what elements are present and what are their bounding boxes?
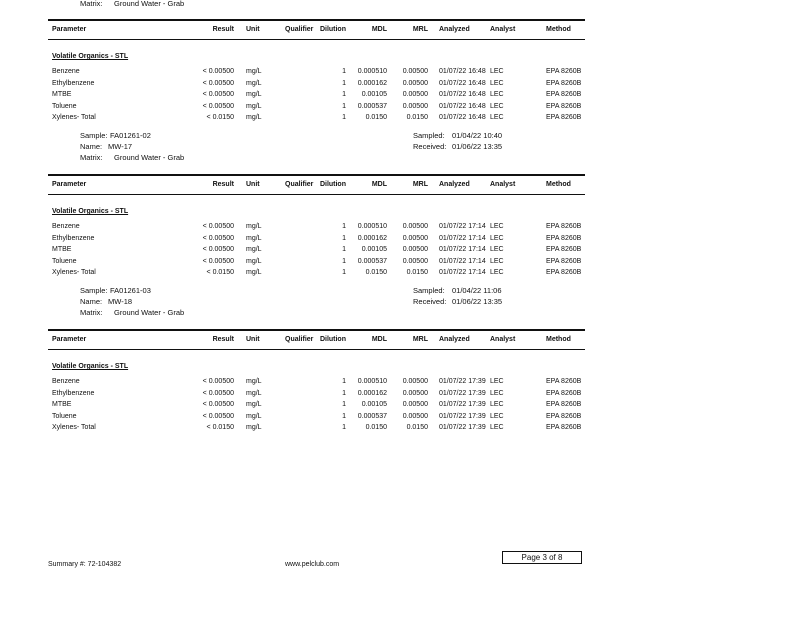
column-header-qualifier: Qualifier [285, 336, 314, 343]
cell-mdl: 0.0150 [365, 269, 387, 276]
cell-analyzed: 01/07/22 17:14 [439, 246, 486, 253]
cell-result: < 0.00500 [202, 389, 234, 397]
cell-mdl: 0.000510 [357, 378, 387, 385]
header-bottom-rule [48, 194, 585, 195]
cell-analyzed: 01/07/22 16:48 [439, 114, 486, 121]
cell-mdl: 0.000162 [357, 389, 387, 397]
cell-method: EPA 8260B [546, 401, 582, 408]
column-header-analyzed: Analyzed [439, 336, 470, 343]
cell-mdl: 0.00105 [361, 246, 387, 253]
cell-mdl: 0.000510 [357, 223, 387, 230]
cell-unit: mg/L [246, 246, 262, 253]
summary-number: Summary #: 72-104382 [48, 561, 122, 568]
cell-unit: mg/L [246, 223, 262, 230]
sample-label: Sample: [80, 286, 108, 295]
received-label: Received: [413, 297, 447, 306]
cell-result: < 0.00500 [202, 246, 234, 253]
column-header-parameter: Parameter [52, 181, 87, 188]
section-title: Volatile Organics - STL [52, 53, 129, 60]
cell-mrl: 0.00500 [402, 234, 428, 242]
cell-dilution: 1 [342, 234, 346, 242]
cell-unit: mg/L [246, 412, 262, 420]
cell-dilution: 1 [342, 389, 346, 397]
cell-analyst: LEC [490, 79, 504, 87]
header-bottom-rule [48, 349, 585, 350]
cell-analyst: LEC [490, 68, 504, 75]
cell-dilution: 1 [342, 223, 346, 230]
cell-mrl: 0.0150 [406, 114, 428, 121]
cell-mrl: 0.00500 [402, 79, 428, 87]
cell-result: < 0.00500 [202, 68, 234, 75]
cell-analyst: LEC [490, 389, 504, 397]
cell-analyzed: 01/07/22 17:39 [439, 389, 486, 397]
cell-unit: mg/L [246, 378, 262, 385]
cell-unit: mg/L [246, 91, 262, 98]
cell-unit: mg/L [246, 102, 262, 110]
sample-label: Sample: [80, 131, 108, 140]
column-header-analyzed: Analyzed [439, 26, 470, 33]
matrix-value: Ground Water - Grab [114, 153, 185, 162]
cell-result: < 0.0150 [206, 269, 234, 276]
cell-mrl: 0.00500 [402, 223, 428, 230]
column-header-dilution: Dilution [319, 181, 346, 188]
cell-result: < 0.0150 [206, 114, 234, 121]
column-header-mdl: MDL [371, 181, 387, 188]
cell-result: < 0.00500 [202, 223, 234, 230]
cell-result: < 0.00500 [202, 102, 234, 110]
column-header-analyzed: Analyzed [439, 181, 470, 188]
cell-analyzed: 01/07/22 17:14 [439, 234, 486, 242]
cell-analyst: LEC [490, 223, 504, 230]
column-header-method: Method [546, 181, 571, 188]
cell-result: < 0.00500 [202, 79, 234, 87]
cell-parameter: Toluene [52, 257, 77, 265]
cell-parameter: Benzene [52, 378, 80, 385]
cell-analyzed: 01/07/22 16:48 [439, 79, 486, 87]
cell-parameter: Xylenes- Total [52, 269, 96, 276]
cell-dilution: 1 [342, 412, 346, 420]
column-header-result: Result [212, 181, 234, 188]
sampled-date: 01/04/22 11:06 [452, 286, 502, 295]
cell-mdl: 0.000162 [357, 79, 387, 87]
column-header-analyst: Analyst [490, 26, 516, 33]
header-bottom-rule [48, 39, 585, 40]
cell-mrl: 0.00500 [402, 91, 428, 98]
column-header-unit: Unit [246, 181, 260, 188]
cell-method: EPA 8260B [546, 424, 582, 431]
cell-unit: mg/L [246, 269, 262, 276]
section-title: Volatile Organics - STL [52, 208, 129, 215]
cell-analyst: LEC [490, 269, 504, 276]
cell-method: EPA 8260B [546, 68, 582, 75]
section-title: Volatile Organics - STL [52, 363, 129, 370]
cell-mdl: 0.000537 [357, 412, 387, 420]
cell-analyzed: 01/07/22 17:39 [439, 378, 486, 385]
cell-analyzed: 01/07/22 16:48 [439, 68, 486, 75]
cell-analyst: LEC [490, 114, 504, 121]
cell-unit: mg/L [246, 234, 262, 242]
column-header-result: Result [212, 26, 234, 33]
cell-parameter: MTBE [52, 91, 72, 98]
cell-analyst: LEC [490, 234, 504, 242]
cell-method: EPA 8260B [546, 102, 582, 110]
cell-unit: mg/L [246, 389, 262, 397]
cell-method: EPA 8260B [546, 91, 582, 98]
cell-result: < 0.00500 [202, 91, 234, 98]
cell-unit: mg/L [246, 401, 262, 408]
column-header-dilution: Dilution [319, 26, 346, 33]
sampled-label: Sampled: [413, 286, 445, 295]
cell-result: < 0.0150 [206, 424, 234, 431]
cell-parameter: Toluene [52, 102, 77, 110]
cell-parameter: Benzene [52, 68, 80, 75]
cell-mrl: 0.0150 [406, 269, 428, 276]
cell-dilution: 1 [342, 102, 346, 110]
cell-method: EPA 8260B [546, 246, 582, 253]
matrix-value: Ground Water - Grab [114, 308, 185, 317]
cell-mdl: 0.000510 [357, 68, 387, 75]
cell-dilution: 1 [342, 79, 346, 87]
cell-dilution: 1 [342, 257, 346, 265]
cell-mdl: 0.00105 [361, 401, 387, 408]
footer-url[interactable]: www.pelclub.com [285, 561, 340, 568]
cell-mrl: 0.00500 [402, 412, 428, 420]
cell-analyzed: 01/07/22 17:39 [439, 401, 486, 408]
cell-analyzed: 01/07/22 16:48 [439, 102, 486, 110]
cell-parameter: Benzene [52, 223, 80, 230]
cell-unit: mg/L [246, 257, 262, 265]
sample-id: FA01261-02 [110, 131, 151, 140]
cell-parameter: MTBE [52, 401, 72, 408]
cell-mdl: 0.000537 [357, 257, 387, 265]
cell-dilution: 1 [342, 401, 346, 408]
cell-mrl: 0.00500 [402, 401, 428, 408]
header-top-rule [48, 19, 585, 21]
column-header-parameter: Parameter [52, 336, 87, 343]
cell-method: EPA 8260B [546, 114, 582, 121]
cell-mrl: 0.00500 [402, 68, 428, 75]
sampled-label: Sampled: [413, 131, 445, 140]
cell-analyst: LEC [490, 257, 504, 265]
name-label: Name: [80, 142, 103, 151]
cell-mdl: 0.0150 [365, 114, 387, 121]
cell-analyst: LEC [490, 401, 504, 408]
cell-dilution: 1 [342, 424, 346, 431]
cell-analyzed: 01/07/22 17:14 [439, 257, 486, 265]
cell-mrl: 0.00500 [402, 257, 428, 265]
column-header-parameter: Parameter [52, 26, 87, 33]
cell-method: EPA 8260B [546, 257, 582, 265]
column-header-mrl: MRL [412, 181, 428, 188]
top-matrix-label: Matrix: [80, 0, 103, 8]
column-header-method: Method [546, 336, 571, 343]
cell-parameter: Ethylbenzene [52, 234, 95, 242]
column-header-analyst: Analyst [490, 181, 516, 188]
column-header-mrl: MRL [412, 26, 428, 33]
column-header-unit: Unit [246, 336, 260, 343]
cell-mdl: 0.00105 [361, 91, 387, 98]
cell-dilution: 1 [342, 246, 346, 253]
cell-analyzed: 01/07/22 17:14 [439, 223, 486, 230]
cell-method: EPA 8260B [546, 378, 582, 385]
top-matrix-value: Ground Water - Grab [114, 0, 185, 8]
matrix-label: Matrix: [80, 153, 103, 162]
cell-result: < 0.00500 [202, 234, 234, 242]
cell-result: < 0.00500 [202, 412, 234, 420]
received-date: 01/06/22 13:35 [452, 297, 503, 306]
sampled-date: 01/04/22 10:40 [452, 131, 503, 140]
cell-dilution: 1 [342, 91, 346, 98]
sample-name: MW-17 [108, 142, 133, 151]
cell-analyst: LEC [490, 378, 504, 385]
cell-mdl: 0.0150 [365, 424, 387, 431]
header-top-rule [48, 329, 585, 331]
cell-parameter: MTBE [52, 246, 72, 253]
column-header-analyst: Analyst [490, 336, 516, 343]
cell-analyzed: 01/07/22 17:39 [439, 424, 486, 431]
cell-mrl: 0.0150 [406, 424, 428, 431]
cell-mdl: 0.000162 [357, 234, 387, 242]
cell-unit: mg/L [246, 68, 262, 75]
cell-result: < 0.00500 [202, 257, 234, 265]
cell-mrl: 0.00500 [402, 389, 428, 397]
cell-dilution: 1 [342, 378, 346, 385]
cell-parameter: Xylenes- Total [52, 424, 96, 431]
cell-dilution: 1 [342, 114, 346, 121]
cell-unit: mg/L [246, 79, 262, 87]
sample-name: MW-18 [108, 297, 133, 306]
cell-analyst: LEC [490, 91, 504, 98]
cell-parameter: Toluene [52, 412, 77, 420]
cell-analyst: LEC [490, 424, 504, 431]
column-header-result: Result [212, 336, 234, 343]
column-header-dilution: Dilution [319, 336, 346, 343]
matrix-label: Matrix: [80, 308, 103, 317]
name-label: Name: [80, 297, 103, 306]
cell-dilution: 1 [342, 68, 346, 75]
cell-analyzed: 01/07/22 17:39 [439, 412, 486, 420]
cell-method: EPA 8260B [546, 412, 582, 420]
cell-method: EPA 8260B [546, 389, 582, 397]
cell-mrl: 0.00500 [402, 246, 428, 253]
cell-analyzed: 01/07/22 16:48 [439, 91, 486, 98]
cell-unit: mg/L [246, 114, 262, 121]
column-header-unit: Unit [246, 26, 260, 33]
column-header-method: Method [546, 26, 571, 33]
sample-id: FA01261-03 [110, 286, 151, 295]
cell-mrl: 0.00500 [402, 378, 428, 385]
cell-unit: mg/L [246, 424, 262, 431]
header-top-rule [48, 174, 585, 176]
cell-parameter: Ethylbenzene [52, 389, 95, 397]
cell-parameter: Xylenes- Total [52, 114, 96, 121]
page-indicator: Page 3 of 8 [502, 551, 582, 564]
cell-method: EPA 8260B [546, 79, 582, 87]
cell-method: EPA 8260B [546, 223, 582, 230]
column-header-mdl: MDL [371, 26, 387, 33]
cell-analyst: LEC [490, 246, 504, 253]
cell-parameter: Ethylbenzene [52, 79, 95, 87]
cell-method: EPA 8260B [546, 234, 582, 242]
cell-result: < 0.00500 [202, 401, 234, 408]
column-header-mdl: MDL [371, 336, 387, 343]
cell-analyzed: 01/07/22 17:14 [439, 269, 486, 276]
received-label: Received: [413, 142, 447, 151]
received-date: 01/06/22 13:35 [452, 142, 503, 151]
cell-analyst: LEC [490, 102, 504, 110]
cell-mrl: 0.00500 [402, 102, 428, 110]
column-header-qualifier: Qualifier [285, 26, 314, 33]
cell-analyst: LEC [490, 412, 504, 420]
column-header-mrl: MRL [412, 336, 428, 343]
cell-mdl: 0.000537 [357, 102, 387, 110]
cell-dilution: 1 [342, 269, 346, 276]
column-header-qualifier: Qualifier [285, 181, 314, 188]
cell-method: EPA 8260B [546, 269, 582, 276]
cell-result: < 0.00500 [202, 378, 234, 385]
